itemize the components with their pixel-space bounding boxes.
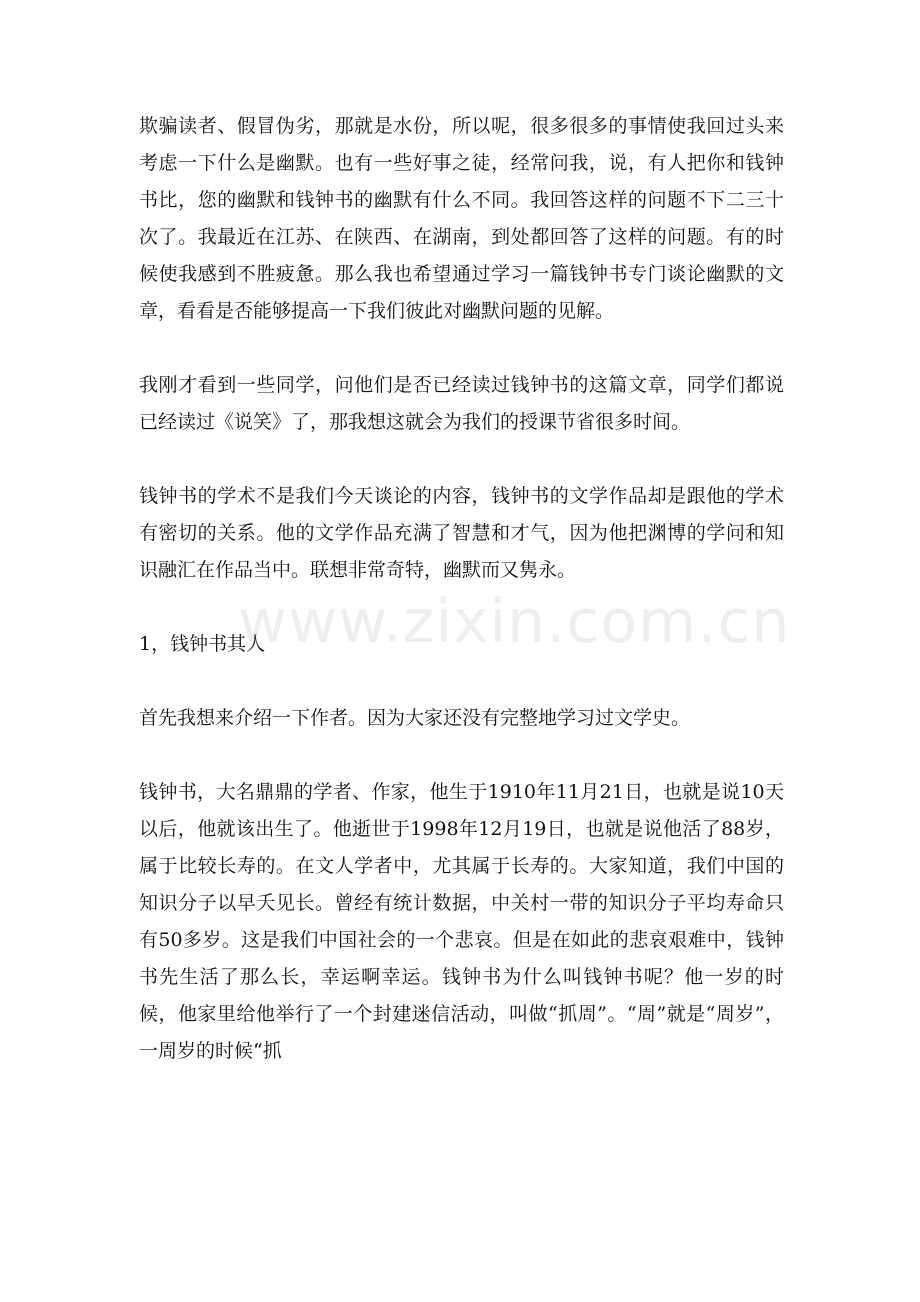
section-heading: 1，钱钟书其人 xyxy=(139,633,266,655)
paragraph-students-read: 我刚才看到一些同学，问他们是否已经读过钱钟书的这篇文章，同学们都说已经读过《说笑》了，那我想这就会为我们的授课节省很多时间。 xyxy=(139,374,784,433)
watermark: www.zixin.com.cn xyxy=(238,587,791,657)
paragraph-biography: 钱钟书，大名鼎鼎的学者、作家，他生于1910年11月21日，也就是说10天以后，他就该出生了。他逝世于1998年12月19日，也就是说他活了88岁，属于比较长寿的。在文人学者中，尤其属于长寿的。大家知道，我们中国的知识分子以早夭见长。曾经有统计数据，中关村一带的知识分子平均寿命只有50多岁。这是我们中国社会的一个悲哀。但是在如此的悲哀艰难中，钱钟书先生活了那么长，幸运啊幸运。钱钟书为什么叫钱钟书呢？他一岁的时候，他家里给他举行了一个封建迷信活动，叫做“抓周”。“周”就是“周岁”，一周岁的时候“抓 xyxy=(139,781,784,1062)
paragraph-literary-works: 钱钟书的学术不是我们今天谈论的内容，钱钟书的文学作品却是跟他的学术有密切的关系。他的文学作品充满了智慧和才气，因为他把渊博的学问和知识融汇在作品当中。联想非常奇特，幽默而又隽永。 xyxy=(139,485,784,581)
paragraph-humor-intro: 欺骗读者、假冒伪劣，那就是水份，所以呢，很多很多的事情使我回过头来考虑一下什么是幽默。也有一些好事之徒，经常问我，说，有人把你和钱钟书比，您的幽默和钱钟书的幽默有什么不同。我回答这样的问题不下二三十次了。我最近在江苏、在陕西、在湖南，到处都回答了这样的问题。有的时候使我感到不胜疲惫。那么我也希望通过学习一篇钱钟书专门谈论幽默的文章，看看是否能够提高一下我们彼此对幽默问题的见解。 xyxy=(139,115,784,322)
paragraph-author-intro: 首先我想来介绍一下作者。因为大家还没有完整地学习过文学史。 xyxy=(139,707,691,729)
document-body xyxy=(139,108,784,1107)
